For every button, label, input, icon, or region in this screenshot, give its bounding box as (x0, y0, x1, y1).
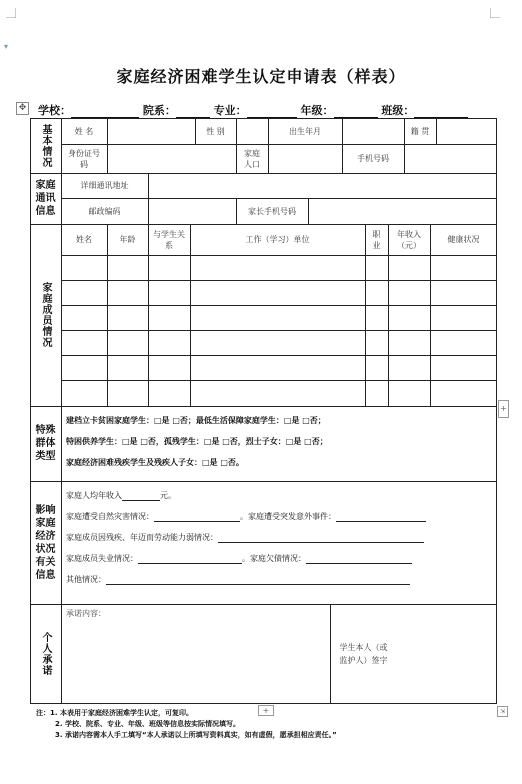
corner-mark-top-left (6, 8, 16, 18)
special-line-2: 特困供养学生：□是 □否，孤残学生：□是 □否，烈士子女：□是 □否； (66, 437, 328, 446)
class-field[interactable] (414, 106, 468, 118)
special-line-3: 家庭经济困难残疾学生及残疾人子女：□是 □否。 (66, 458, 244, 467)
contact-parent-phone-label: 家长手机号码 (248, 206, 296, 216)
members-col-income: 年收入（元） (397, 229, 421, 250)
other-field[interactable] (106, 575, 410, 585)
promise-content-area[interactable] (61, 620, 330, 704)
income-field[interactable] (122, 491, 160, 501)
influence-labor-row (66, 532, 424, 543)
corner-mark-top-right (490, 8, 500, 18)
basic-name-label: 姓 名 (74, 126, 94, 136)
class-label: 班级： (381, 104, 415, 117)
note-1: 注：1. 本表用于家庭经济困难学生认定，可复印。 (36, 709, 193, 717)
contact-address-value[interactable] (148, 173, 497, 198)
basic-birth-value[interactable] (342, 118, 404, 144)
basic-gender-label: 性 别 (206, 126, 225, 136)
members-col-name: 姓名 (76, 235, 92, 244)
income-label: 家庭人均年收入 (66, 491, 122, 500)
basic-household-label: 家庭人口 (244, 148, 260, 169)
members-col-relation: 与学生关系 (153, 229, 185, 250)
labor-label: 家庭成员因残疾、年迈而劳动能力弱情况： (66, 533, 218, 542)
section-contact: 家庭通讯信息 (35, 180, 56, 217)
basic-name-value[interactable] (107, 118, 195, 144)
promise-content-label: 承诺内容： (66, 609, 106, 618)
note-3: 3. 承诺内容需本人手工填写“本人承诺以上所填写资料真实，如有虚假，愿承担相应责任。” (55, 731, 337, 739)
school-info-row (38, 102, 468, 118)
section-promise: 个人承诺 (40, 632, 51, 676)
other-label: 其他情况： (66, 575, 106, 584)
school-field[interactable] (71, 106, 139, 118)
basic-idcard-label: 身份证号 码 (68, 148, 100, 169)
dept-label: 院系： (142, 104, 176, 117)
promise-signature-field[interactable] (397, 604, 497, 704)
accident-field[interactable] (336, 512, 426, 522)
disaster-label: 家庭遭受自然灾害情况： (66, 512, 154, 521)
grade-field[interactable] (334, 106, 378, 118)
page-title: 家庭经济困难学生认定申请表（样表） (116, 67, 406, 86)
section-special: 特殊群体类型 (35, 425, 56, 462)
accident-label: 。家庭遭受突发意外事件： (240, 512, 336, 521)
section-members: 家庭成员情况 (40, 282, 51, 348)
basic-idcard-value[interactable] (107, 144, 236, 173)
major-label: 专业： (213, 104, 247, 117)
table-resize-handle-icon[interactable]: ⇲ (497, 706, 508, 717)
contact-postcode-value[interactable] (148, 198, 236, 224)
influence-other-row (66, 574, 410, 585)
grade-label: 年级： (300, 104, 334, 117)
debt-field[interactable] (306, 554, 412, 564)
table-bottom-handle-icon[interactable]: + (258, 705, 274, 716)
table-move-handle-icon[interactable]: ✥ (16, 102, 29, 115)
influence-unemploy-row (66, 553, 412, 564)
promise-signer-label: 学生本人（或监护人）签字 (339, 643, 388, 665)
disaster-field[interactable] (154, 512, 240, 522)
basic-native-value[interactable] (436, 118, 497, 144)
dept-field[interactable] (176, 106, 210, 118)
major-field[interactable] (247, 106, 297, 118)
basic-gender-value[interactable] (236, 118, 268, 144)
basic-household-value[interactable] (268, 144, 342, 173)
school-label: 学校： (38, 104, 71, 117)
unemploy-field[interactable] (138, 554, 242, 564)
table-right-handle-icon[interactable]: + (498, 400, 509, 418)
members-col-age: 年龄 (119, 235, 136, 244)
section-influence: 影响家庭经济状况有关信息 (35, 504, 56, 581)
contact-parent-phone-value[interactable] (308, 198, 497, 224)
unemploy-label: 家庭成员失业情况： (66, 554, 138, 563)
income-unit: 元。 (160, 491, 176, 500)
basic-mobile-value[interactable] (404, 144, 497, 173)
section-basic: 基本情况 (40, 123, 51, 168)
members-col-health: 健康状况 (447, 235, 480, 244)
influence-income-row (66, 490, 176, 501)
debt-label: 。家庭欠债情况： (242, 554, 306, 563)
members-col-job: 职业 (372, 229, 381, 250)
basic-native-label: 籍 贯 (410, 126, 430, 136)
contact-postcode-label: 邮政编码 (88, 206, 121, 216)
labor-field[interactable] (218, 533, 424, 543)
basic-mobile-label: 手机号码 (357, 154, 389, 163)
influence-disaster-row (66, 511, 426, 522)
note-2: 2. 学校、院系、专业、年级、班级等信息按实际情况填写。 (55, 720, 240, 728)
cursor-marker: ▾ (4, 42, 9, 51)
special-line-1: 建档立卡贫困家庭学生：□是 □否；最低生活保障家庭学生：□是 □否； (66, 416, 326, 425)
basic-birth-label: 出生年月 (289, 126, 321, 136)
contact-address-label: 详细通讯地址 (80, 181, 129, 190)
members-col-work: 工作（学习）单位 (245, 235, 310, 244)
